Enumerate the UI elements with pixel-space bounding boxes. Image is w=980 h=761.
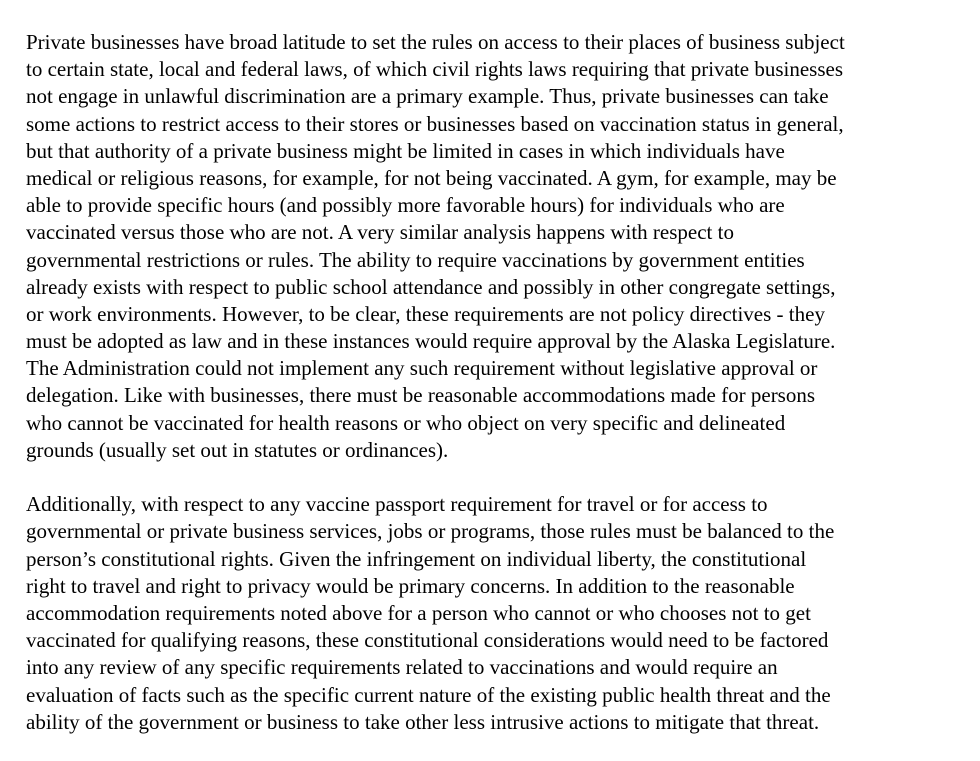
text-line: ability of the government or business to take other less intrusive actions to mitigate that threat. bbox=[26, 709, 820, 734]
text-line: or work environments. However, to be clear, these requirements are not policy directives - they bbox=[26, 301, 825, 326]
text-line: vaccinated versus those who are not. A very similar analysis happens with respect to bbox=[26, 220, 734, 245]
text-line: governmental restrictions or rules. The ability to require vaccinations by government entities bbox=[26, 247, 805, 272]
text-line: some actions to restrict access to their stores or businesses based on vaccination status in general, bbox=[26, 111, 844, 136]
text-line: grounds (usually set out in statutes or ordinances). bbox=[26, 437, 449, 462]
text-line: governmental or private business services, jobs or programs, those rules must be balanced to the bbox=[26, 519, 835, 544]
text-line: accommodation requirements noted above for a person who cannot or who chooses not to get bbox=[26, 600, 811, 625]
text-line: delegation. Like with businesses, there must be reasonable accommodations made for persons bbox=[26, 383, 816, 408]
paragraph-spacer bbox=[26, 464, 956, 491]
document-body bbox=[26, 29, 956, 736]
text-line: person’s constitutional rights. Given the infringement on individual liberty, the constitutional bbox=[26, 546, 807, 571]
text-line: into any review of any specific requirements related to vaccinations and would require an bbox=[26, 655, 778, 680]
paragraph-1 bbox=[26, 29, 956, 464]
text-line: evaluation of facts such as the specific current nature of the existing public health threat and the bbox=[26, 682, 831, 707]
text-line: already exists with respect to public school attendance and possibly in other congregate settings, bbox=[26, 274, 836, 299]
text-line: right to travel and right to privacy would be primary concerns. In addition to the reasonable bbox=[26, 573, 795, 598]
text-line: who cannot be vaccinated for health reasons or who object on very specific and delineated bbox=[26, 410, 786, 435]
text-line: The Administration could not implement any such requirement without legislative approval or bbox=[26, 356, 818, 381]
paragraph-2 bbox=[26, 491, 956, 736]
text-line: able to provide specific hours (and possibly more favorable hours) for individuals who are bbox=[26, 193, 785, 218]
text-line: not engage in unlawful discrimination are a primary example. Thus, private businesses can take bbox=[26, 84, 829, 109]
text-line: but that authority of a private business might be limited in cases in which individuals have bbox=[26, 138, 785, 163]
text-line: vaccinated for qualifying reasons, these constitutional considerations would need to be factored bbox=[26, 628, 829, 653]
text-line: must be adopted as law and in these instances would require approval by the Alaska Legislature. bbox=[26, 329, 836, 354]
text-line: medical or religious reasons, for example, for not being vaccinated. A gym, for example, may be bbox=[26, 165, 837, 190]
text-line: Additionally, with respect to any vaccine passport requirement for travel or for access to bbox=[26, 492, 768, 517]
text-line: to certain state, local and federal laws, of which civil rights laws requiring that private businesses bbox=[26, 57, 844, 82]
text-line: Private businesses have broad latitude to set the rules on access to their places of business subject bbox=[26, 30, 845, 54]
